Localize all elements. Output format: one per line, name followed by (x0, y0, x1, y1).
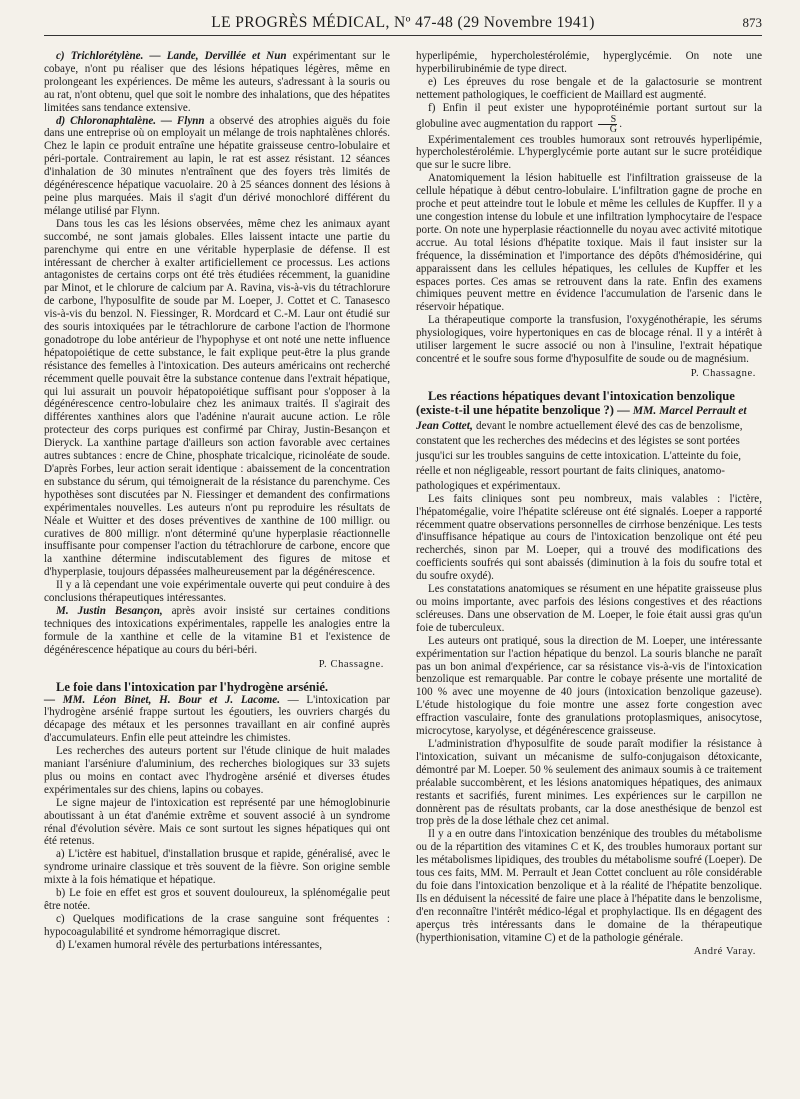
paragraph: Expérimentalement ces troubles humoraux sont retrouvés hyperlipémie, hypercholestérolémie. L'hyperglycémie porte autant sur le sucre protéidique que sur le sucre libre. (416, 133, 762, 172)
author-names: M. Justin Besançon, (56, 604, 163, 617)
article-title: Les réactions hépatiques devant l'intoxication benzolique (existe-t-il une hépatite benzolique ?) — (416, 388, 735, 417)
author-names: Flynn (176, 114, 205, 127)
author-names: Lande, Dervillée et Nun (166, 50, 287, 62)
paragraph: Les recherches des auteurs portent sur l'étude clinique de huit malades maniant l'arséniure d'aluminium, des recherches biologiques sur 33 sujets plus ou moins en contact avec l'hydrogène arsénié et diverses études expérimentales sur des chiens, lapins ou cobayes. (44, 745, 390, 796)
article-title: Le foie dans l'intoxication par l'hydrogène arsénié. (56, 679, 329, 694)
ratio-fraction (598, 115, 618, 134)
paragraph (44, 694, 390, 746)
author-names: — MM. Léon Binet, H. Bour et J. Lacome. (44, 693, 280, 706)
paragraph: Il y a en outre dans l'intoxication benzénique des troubles du métabolisme ou de la répartition des vitamines C et K, des troubles humoraux portant sur les métabolismes lipidiques, des troubles du métabolisme soufré (Loeper). De tous ces faits, MM. M. Perrault et Jean Cottet concluent au rôle considérable du foie dans l'intoxication benzolique et à la réalité de l'hépatite benzolique. Ils en déduisent la nécessité de faire une place à l'hépatite dans le benzolisme, d'en reconnaître l'intérêt médico-légal et prophylactique. Ils en dégagent des aperçus très intéressants dans le domaine de la thérapeutique (hyperthionisation, vitamine C) et de la pathologie générale. (416, 828, 762, 944)
paragraph-text: expérimentant sur le cobaye, n'ont pu réaliser que des lésions hépatiques légères, même en prolongeant les expériences. De même les auteurs, s'adressant à la souris ou au rat, n'ont obtenu, quel que soit le nombre des inhalations, que des hépatites limitées sans tendance extensive. (44, 50, 390, 114)
paragraph (44, 50, 390, 115)
list-item: c) Quelques modifications de la crase sanguine sont fréquentes : hypocoagulabilité et syndrome hémorragique discret. (44, 912, 390, 938)
paragraph (44, 115, 390, 218)
paragraph: Les auteurs ont pratiqué, sous la direction de M. Loeper, une intéressante expérimentation sur l'action hépatique du benzol. La souris blanche ne paraît pas un bon animal d'expérience, car sa résistance vis-à-vis de l'intoxication benzolique est remarquable. Par contre le cobaye présente une mortalité de 100 % avec une moyenne de 40 jours (intoxication benzolique gazeuse). L'étude histologique du foie montre une assez forte congestion avec effraction vasculaire, fonte des granulations protoplasmiques, anisocytose, microcytose, karyolyse, et dégénérescence graisseuse. (416, 634, 762, 738)
list-item: f) Enfin il peut exister une hypoprotéinémie portant surtout sur la globuline avec augmentation du rapport $\frac{S}{G}$ . (416, 101, 762, 135)
page-number: 873 (742, 15, 762, 30)
left-column (44, 50, 390, 967)
paragraph-text: — L'intoxication par l'hydrogène arsénié frappe surtout les égoutiers, les ouvriers chargés du décapage des métaux et les personnes travaillant en air confiné auprès d'accumulateurs. Enfin elle peut atteindre les chimistes. (44, 693, 390, 745)
paragraph-text: a observé des atrophies aiguës du foie dans une entreprise où on employait un mélange de trois naphtalènes chlorés. Chez le lapin ce produit entraîne une hépatite graisseuse centro-lobulaire et péri-portale. Contrairement au lapin, le rat est assez résistant. 12 séances d'inhalation de 30 minutes n'entraînent que des foyers très limités de dégénérescence hépatique vacuolaire. 20 à 25 séances donnent des lésions à peine plus marquées. Mais il s'agit d'un dérivé monochloré différent du mélange utilisé par Flynn. (44, 114, 390, 217)
section-lead: d) Chloronaphtalène. — (56, 114, 172, 127)
paragraph: Le signe majeur de l'intoxication est représenté par une hémoglobinurie aboutissant à un état d'anémie extrême et souvent associé à un syndrome rénal d'évolution sévère. Mais ce sont surtout les signes hépatiques qui ont été retenus. (44, 796, 390, 848)
right-column (416, 50, 762, 967)
paragraph-text: f) Enfin il peut exister une hypoprotéinémie portant surtout sur la globuline avec augmentation du rapport (416, 101, 762, 130)
list-item: d) L'examen humoral révèle des perturbations intéressantes, (56, 938, 322, 951)
list-item: a) L'ictère est habituel, d'installation brusque et rapide, généralisé, avec le syndrome urinaire classique et très souvent de la fièvre. Son origine semble mixte à la fois hématique et hépatique. (44, 848, 390, 887)
paragraph-text: devant le nombre actuellement élevé des cas de benzolisme, constatent que les recherches des médecins et des légistes se sont portées jusqu'ici sur les troubles sanguins de cette intoxication. L'atteinte du foie, réelle et non négligeable, ressort pourtant de faits cliniques, anatomo-pathologiques et expérimentaux. (416, 419, 743, 492)
signature: P. Chassagne. (690, 367, 756, 379)
list-item: b) Le foie en effet est gros et souvent douloureux, la splénomégalie peut être notée. (44, 887, 390, 912)
fraction-numerator: S (598, 115, 618, 125)
journal-title: LE PROGRÈS MÉDICAL, Nº 47-48 (29 Novembre 1941) (211, 14, 595, 31)
running-header (44, 14, 762, 36)
author-names: MM. Marcel Perrault et Jean Cottet, (416, 404, 747, 432)
article-heading (416, 389, 762, 493)
paragraph: Il y a là cependant une voie expérimentale ouverte qui peut conduire à des conclusions thérapeutiques intéressantes. (44, 579, 390, 605)
paragraph (44, 605, 390, 657)
paragraph: hyperlipémie, hypercholestérolémie, hyperglycémie. On note une hyperbilirubinémie de type direct. (416, 50, 762, 75)
paragraph: Anatomiquement la lésion habituelle est l'infiltration graisseuse de la cellule hépatique à début centro-lobulaire. L'infiltration gagne de proche en proche et peut atteindre tout le lobule et même les cellules de Kupffer. Il y a une congestion intense du lobule et une infiltration lymphocytaire de l'espace porte. On note une hyperplasie réactionnelle du noyau avec activité mitotique accrue. Au total lésions d'hépatite toxique. Mais il faut insister sur la fréquence, la dissémination et l'importance des dépôts d'hémosidérine, qui apparaissent dans les cellules hépatiques, les cellules de Kupffer et les espaces portes. Ces amas se retrouvent dans la rate. Enfin des examens chimiques peuvent mettre en évidence l'accumulation de l'arsenic dans le réservoir hépatique. (416, 172, 762, 314)
paragraph: La thérapeutique comporte la transfusion, l'oxygénothérapie, les sérums physiologiques, voire hypertoniques en cas de blocage rénal. Il y a intérêt à utiliser largement le sucre associé ou non à l'insuline, l'extrait hépatique concentré et le soufre sous forme d'hyposulfite de soude ou de magnésium. (416, 314, 762, 365)
paragraph: Dans tous les cas les lésions observées, même chez les animaux ayant succombé, ne sont jamais globales. Elles laissent intacte une partie du parenchyme qui entre en une véritable hyperplasie de défense. Il est intéressant de chercher à exalter artificiellement ce processus. Les actions antagonistes de certains corps ont été très étudiées récemment, la guanidine par Minot, et le chlorure de calcium par A. Ravina, vis-à-vis du tétrachlorure de carbone, l'hyposulfite de soude par M. Loeper, J. Cottet et C. Tanasesco vis-à-vis du benzol. N. Fiessinger, R. Mordcard et C.-M. Laur ont étudié sur des souris intoxiquées par le tétrachlorure de carbone l'action de l'hormone gonadotrope du lobe antérieur de l'hypophyse et ont noté une nette influence hépatopoiétique de cette substance, le fait explique peut-être la plus grande résistance des femelles à l'intoxication. Des auteurs américains ont recherché récemment quelle pouvait être la substance contenue dans l'extrait hépatique, qui lui assurait un pouvoir hépatopoiétique suffisant pour s'opposer à la dégénérescence centro-lobulaire chez les animaux traités. Il s'agirait des différentes xanthines alors que l'adénine n'aurait aucune action. Le rôle protecteur des corps puriques est confirmé par Chiray, Justin-Besançon et Dieryck. La xanthine partage d'ailleurs son action favorable avec certaines autres subtances : encre de Chine, phosphate tricalcique, ricinoléate de soude. D'après Forbes, leur action serait identique : abaissement de la concentration en substance du sérum, qui témoignerait de la résistance du parenchyme. Ces hypothèses sont discutées par N. Fiessinger et demandent des confirmations expérimentales nouvelles. Les auteurs n'ont pu reproduire les résultats de Néale et Wuitter et des doses préventives de xanthine de 100 milligr. ou curatives de 800 milligr. n'ont déterminé qu'une hyperplasie réactionnelle insuffisante pour compenser l'action du tétrachlorure de carbone, encore que la xanthine détermine indiscutablement des figures de mitose et d'hyperplasie, toujours dépassées malheureusement par la dégénérescence. (44, 217, 390, 579)
fraction-denominator: G (609, 123, 618, 135)
list-item: e) Les épreuves du rose bengale et de la galactosurie se montrent nettement pathologiques, le coefficient de Maillard est augmenté. (416, 75, 762, 101)
paragraph: Les constatations anatomiques se résument en une hépatite graisseuse plus ou moins importante, avec parfois des lésions congestives et des réactions scléreuses. Dans une observation de M. Loeper, le foie était aussi gras qu'un foie de tuberculeux. (416, 583, 762, 634)
article-heading (44, 680, 390, 694)
signature: P. Chassagne. (318, 658, 384, 670)
section-lead: c) Trichlorétylène. — (56, 50, 161, 62)
signature: André Varay. (693, 946, 756, 958)
paragraph-text: après avoir insisté sur certaines conditions techniques des intoxications expérimentales, rappelle les analogies entre la formule de la xanthine et celle de la vitamine B1 et l'existence de dégénérescence hépatique au cours du béri-béri. (44, 604, 390, 656)
article-columns (44, 50, 762, 967)
paragraph: L'administration d'hyposulfite de soude paraît modifier la résistance à l'intoxication, suivant un mécanisme de sulfo-conjugaison détoxicante, démontré par M. Loeper. 50 % seulement des animaux soumis à ce traitement préalable succombèrent, et les lésions anatomiques hépatiques, des animaux restants et sacrifiés, furent minimes. Les expériences sur le carpillon ne donnèrent pas de résultats probants, car la dose anesthésique de benzol est trop près de la dose léthale chez cet animal. (416, 737, 762, 828)
paragraph: Les faits cliniques sont peu nombreux, mais valables : l'ictère, l'hépatomégalie, voire l'hépatite scléreuse ont été signalés. Loeper a rapporté récemment quatre observations personnelles de cirrhose benzénique. Les tests d'insuffisance hépatique au cours de l'intoxication benzolique ont été peu recherchés, sinon par M. Loeper, qui a trouvé des modifications des coefficients soufrés qui sont abaissés (diminution à la fois du soufre total et du soufre oxydé). (416, 492, 762, 583)
